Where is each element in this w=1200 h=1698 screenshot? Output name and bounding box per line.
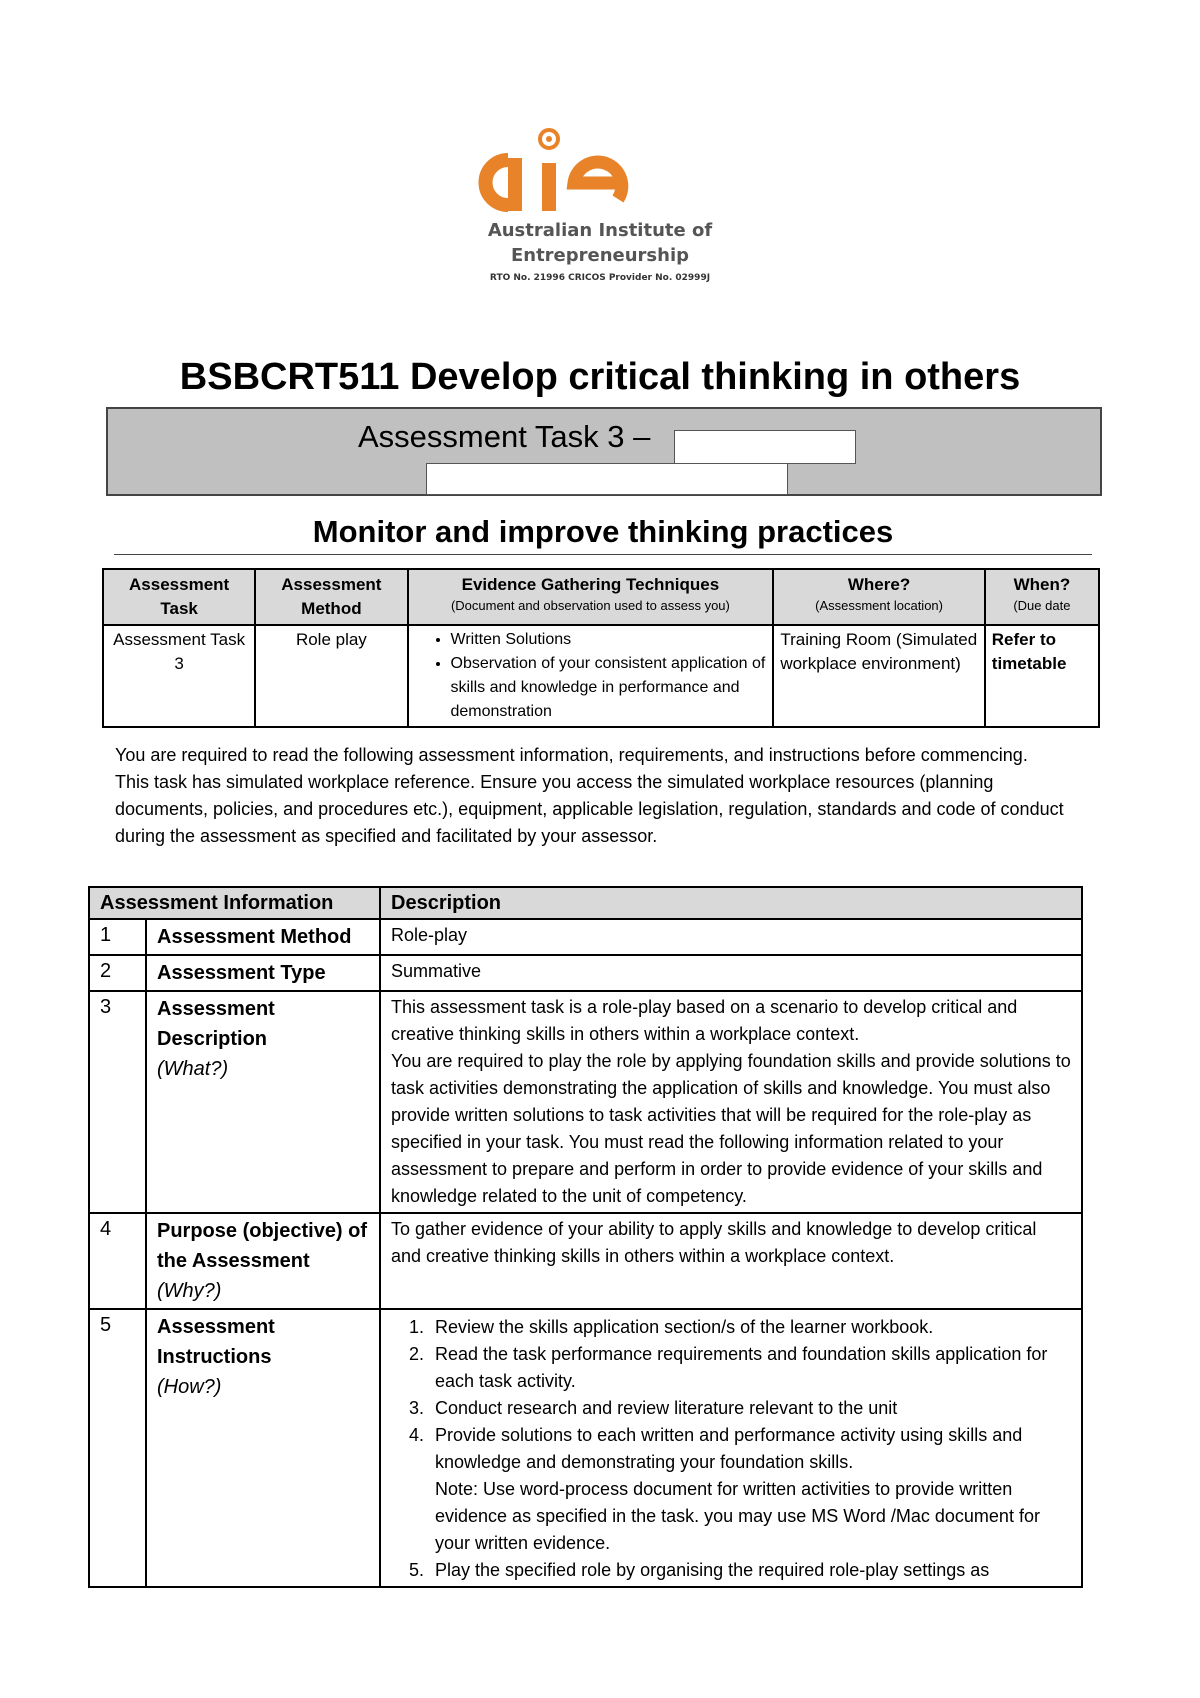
row-description: This assessment task is a role-play based on a scenario to develop critical and creative thinking skills in others within a workplace context. You are required to play the role by applying foundation skills and provide solutions to task activities demonstrating the application of skills and knowledge. You must also provide written solutions to task activities that will be required for the role-play as specified in your task. You must read the following information related to your assessment to prepare and perform in order to provide evidence of your skills and knowledge related to the unit of competency. (380, 991, 1082, 1213)
logo-text-line1: Australian Institute of (487, 220, 713, 241)
info-table-header (89, 887, 1082, 919)
task-name-field[interactable] (674, 430, 856, 464)
task-name-field-2[interactable] (426, 463, 788, 495)
logo-text-line2: Entrepreneurship (510, 245, 690, 266)
table-row (89, 1309, 1082, 1587)
cell-when: Refer to timetable (985, 625, 1099, 727)
row-number: 3 (89, 991, 146, 1213)
row-label: Assessment Description (What?) (146, 991, 380, 1213)
header-description: Description (380, 887, 1082, 919)
instruction-item: 5. Play the specified role by organising the required role-play settings as (429, 1557, 1071, 1584)
evidence-table-row (103, 625, 1099, 727)
row-description: Role-play (380, 919, 1082, 955)
technique-item: • Observation of your consistent application of skills and knowledge in performance and demonstration (451, 652, 767, 724)
cell-techniques (408, 625, 774, 727)
cell-where: Training Room (Simulated workplace environment) (773, 625, 984, 727)
header-assessment-method: Assessment Method (255, 569, 407, 625)
assessment-info-table (88, 886, 1083, 1588)
instruction-item: 2. Read the task performance requirements and foundation skills application for each task activity. (429, 1341, 1071, 1395)
row-number: 2 (89, 955, 146, 991)
row-number: 1 (89, 919, 146, 955)
instruction-note: Note: Use word-process document for written activities to provide written evidence as specified in the task. you may use MS Word /Mac document for your written evidence. (435, 1479, 1040, 1553)
logo-text-rto: RTO No. 21996 CRICOS Provider No. 02999J (489, 273, 711, 283)
header-assessment-information: Assessment Information (89, 887, 380, 919)
task-banner (106, 407, 1102, 496)
intro-paragraph: You are required to read the following assessment information, requirements, and instructions before commencing. This task has simulated workplace reference. Ensure you access the simulated workplace resources (planning documents, policies, and procedures etc.), equipment, applicable legislation, regulation, standards and code of conduct during the assessment as specified and facilitated by your assessor. (115, 745, 1064, 846)
row-number: 4 (89, 1213, 146, 1309)
header-evidence-techniques: Evidence Gathering Techniques (Document and observation used to assess you) (408, 569, 774, 625)
row-description (380, 1309, 1082, 1587)
evidence-table-header (103, 569, 1099, 625)
header-where: Where? (Assessment location) (773, 569, 984, 625)
technique-item: • Written Solutions (451, 628, 767, 652)
table-row (89, 955, 1082, 991)
table-row (89, 991, 1082, 1213)
row-label: Purpose (objective) of the Assessment (Why?) (146, 1213, 380, 1309)
table-row (89, 1213, 1082, 1309)
row-label: Assessment Instructions (How?) (146, 1309, 380, 1587)
cell-task: Assessment Task 3 (103, 625, 255, 727)
header-assessment-task: Assessment Task (103, 569, 255, 625)
row-description: To gather evidence of your ability to apply skills and knowledge to develop critical and creative thinking skills in others within a workplace context. (380, 1213, 1082, 1309)
row-description: Summative (380, 955, 1082, 991)
task-heading: Assessment Task 3 – (358, 419, 651, 454)
header-when: When? (Due date (985, 569, 1099, 625)
aie-logo-mark (470, 125, 730, 220)
document-title: BSBCRT511 Develop critical thinking in others (179, 356, 1021, 398)
task-subtitle: Monitor and improve thinking practices (114, 514, 1092, 555)
cell-method: Role play (255, 625, 407, 727)
instruction-item: 4. Provide solutions to each written and performance activity using skills and knowledge and demonstrating your foundation skills. Note: Use word-process document for written activities to provide written evidence as specified in the task. you may use MS Word /Mac document for your written evidence. (429, 1422, 1071, 1557)
instruction-item: 1. Review the skills application section/s of the learner workbook. (429, 1314, 1071, 1341)
row-label: Assessment Type (146, 955, 380, 991)
evidence-table (102, 568, 1100, 728)
instruction-item: 3. Conduct research and review literature relevant to the unit (429, 1395, 1071, 1422)
row-label: Assessment Method (146, 919, 380, 955)
aie-logo (470, 125, 730, 295)
table-row (89, 919, 1082, 955)
row-number: 5 (89, 1309, 146, 1587)
